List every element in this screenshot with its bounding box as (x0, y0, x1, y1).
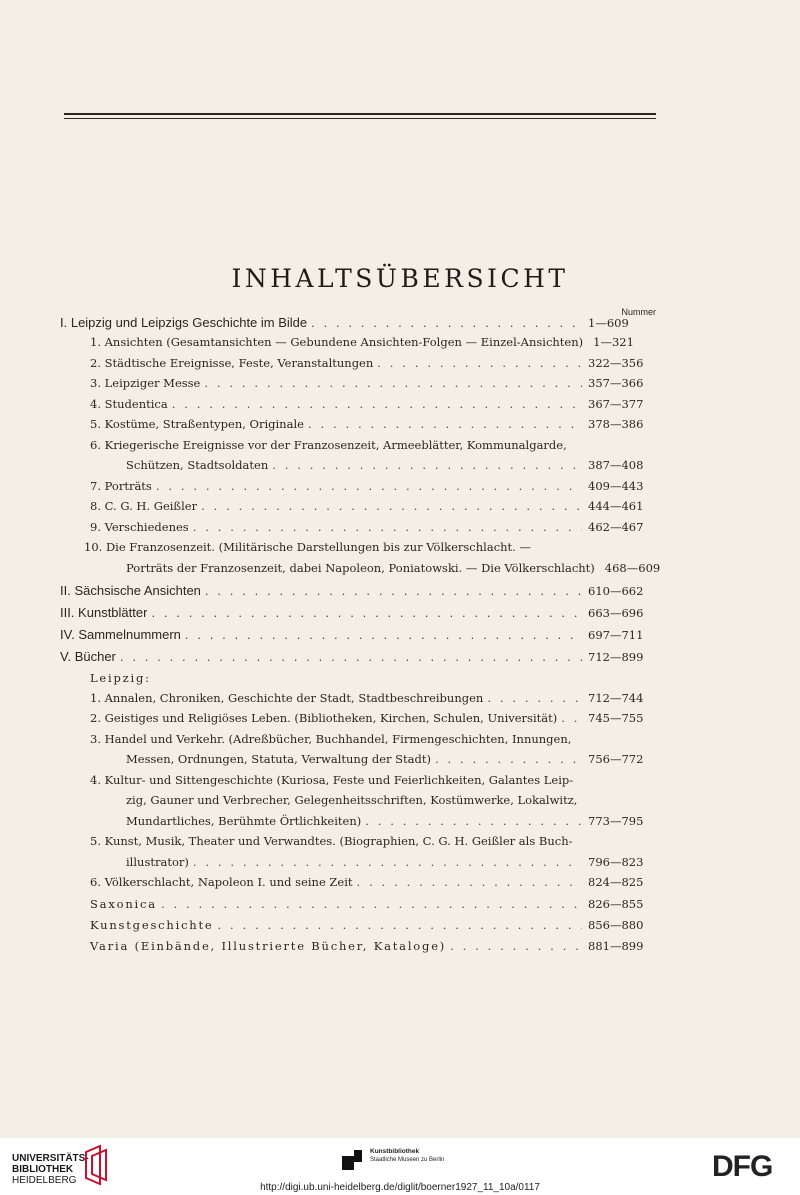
toc-entry (60, 479, 656, 493)
toc-entry (60, 897, 656, 911)
toc-entry-number: 796—823 (588, 855, 644, 869)
leader-dots (205, 583, 582, 598)
toc-entry (60, 397, 656, 411)
toc-entry-number: 357—366 (588, 376, 644, 390)
dfg-logo[interactable]: DFG (712, 1150, 773, 1183)
kb-line1: Kunstbibliothek (370, 1148, 420, 1155)
toc-entry-label: Schützen, Stadtsoldaten (126, 458, 269, 472)
toc-entry-number: 756—772 (588, 752, 644, 766)
ub-line3: HEIDELBERG (12, 1175, 77, 1186)
toc-entry-label: 1. Ansichten (Gesamtansichten — Gebundene Ansichten-Folgen — Einzel-Ansichten) (90, 335, 584, 349)
toc-entry-number: 881—899 (588, 939, 644, 953)
toc-entry-label: Leipzig: (90, 671, 151, 685)
toc-entry (60, 438, 656, 452)
leader-dots (218, 918, 582, 932)
toc-entry-label: Porträts der Franzosenzeit, dabei Napoleon, Poniatowski. — Die Völkerschlacht) (126, 561, 595, 575)
leader-dots (272, 458, 582, 472)
toc-entry (60, 855, 656, 869)
ub-heidelberg-logo-icon[interactable] (82, 1144, 110, 1186)
toc-entry-label: 2. Geistiges und Religiöses Leben. (Bibliotheken, Kirchen, Schulen, Universität) (90, 711, 558, 725)
leader-dots (120, 649, 582, 664)
leader-dots (308, 417, 582, 431)
toc-entry-number: 697—711 (588, 628, 644, 642)
toc-entry (60, 711, 656, 725)
leader-dots (450, 939, 582, 953)
toc-entry-number: 367—377 (588, 397, 644, 411)
toc-entry-number: 462—467 (588, 520, 644, 534)
toc-entry (60, 671, 656, 685)
leader-dots (151, 605, 582, 620)
toc-entry (60, 499, 656, 513)
toc-entry-label: 1. Annalen, Chroniken, Geschichte der Stadt, Stadtbeschreibungen (90, 691, 484, 705)
toc-entry-label: 4. Studentica (90, 397, 168, 411)
toc-entry-label: 6. Kriegerische Ereignisse vor der Franzosenzeit, Armeeblätter, Kommunalgarde, (90, 438, 567, 452)
toc-entry-label: Kunstgeschichte (90, 918, 214, 932)
toc-entry-label: II. Sächsische Ansichten (60, 583, 201, 598)
toc-entry (60, 583, 656, 598)
leader-dots (172, 397, 582, 411)
toc-entry-label: Messen, Ordnungen, Statuta, Verwaltung der Stadt) (126, 752, 431, 766)
toc-entry-number: 824—825 (588, 875, 644, 889)
leader-dots (357, 875, 582, 889)
toc-entry-label: V. Bücher (60, 649, 116, 664)
toc-entry-number: 712—899 (588, 650, 644, 664)
toc-entry-label: zig, Gauner und Verbrecher, Gelegenheitsschriften, Kostümwerke, Lokalwitz, (126, 793, 578, 807)
leader-dots (201, 499, 582, 513)
leader-dots (377, 356, 582, 370)
toc-entry (60, 561, 661, 575)
leader-dots (161, 897, 582, 911)
top-rule-thin (64, 118, 656, 119)
leader-dots (365, 814, 582, 828)
toc-entry (60, 649, 656, 664)
ub-line1: UNIVERSITÄTS- (12, 1153, 89, 1164)
toc-entry (60, 417, 656, 431)
footer-bar (0, 1138, 800, 1195)
toc-entry (60, 834, 656, 848)
toc-entry-number: 610—662 (588, 584, 644, 598)
toc-entry (60, 814, 656, 828)
toc-entry-label: 5. Kostüme, Straßentypen, Originale (90, 417, 304, 431)
toc-entry (60, 520, 656, 534)
toc-entry (60, 458, 656, 472)
toc-entry (60, 605, 656, 620)
toc-entry-label: Varia (Einbände, Illustrierte Bücher, Kataloge) (90, 939, 447, 953)
leader-dots (561, 711, 582, 725)
permalink-url[interactable]: http://digi.ub.uni-heidelberg.de/diglit/boerner1927_11_10a/0117 (260, 1182, 540, 1193)
toc-entry-number: 712—744 (588, 691, 644, 705)
toc-entry-label: Mundartliches, Berühmte Örtlichkeiten) (126, 814, 362, 828)
toc-entry (60, 918, 656, 932)
toc-entry-number: 322—356 (588, 356, 644, 370)
toc-entry-number: 745—755 (588, 711, 644, 725)
toc-entry-label: 8. C. G. H. Geißler (90, 499, 198, 513)
toc-entry (60, 627, 656, 642)
toc-entry-number: 856—880 (588, 918, 644, 932)
toc-entry-label: 5. Kunst, Musik, Theater und Verwandtes. (Biographien, C. G. H. Geißler als Buch- (90, 834, 573, 848)
toc-entry (60, 939, 656, 953)
leader-dots (193, 855, 582, 869)
kb-line2: Staatliche Museen zu Berlin (370, 1157, 445, 1163)
toc-entry (60, 376, 656, 390)
toc-entry-label: 10. Die Franzosenzeit. (Militärische Darstellungen bis zur Völkerschlacht. — (84, 540, 531, 554)
leader-dots (487, 691, 582, 705)
toc-entry-number: 444—461 (588, 499, 644, 513)
page-title: INHALTSÜBERSICHT (231, 264, 569, 293)
toc-entry-label: 7. Porträts (90, 479, 152, 493)
toc-entry-label: 2. Städtische Ereignisse, Feste, Veranstaltungen (90, 356, 374, 370)
toc-entry-label: I. Leipzig und Leipzigs Geschichte im Bilde (60, 315, 308, 330)
toc-entry-label: 9. Verschiedenes (90, 520, 189, 534)
leader-dots (156, 479, 582, 493)
toc-entry-label: 3. Leipziger Messe (90, 376, 201, 390)
top-rule (64, 113, 656, 115)
toc-entry (60, 752, 656, 766)
toc-entry-label: 3. Handel und Verkehr. (Adreßbücher, Buchhandel, Firmengeschichten, Innungen, (90, 732, 572, 746)
leader-dots (311, 315, 582, 330)
toc-entry (60, 793, 656, 807)
toc-entry (60, 875, 656, 889)
toc-entry-number: 378—386 (588, 417, 644, 431)
toc-entry (60, 356, 656, 370)
toc-entry (60, 335, 656, 349)
toc-entry (60, 691, 656, 705)
toc-entry (60, 540, 656, 554)
kunstbibliothek-logo-icon[interactable] (342, 1150, 362, 1170)
toc-entry-label: illustrator) (126, 855, 189, 869)
toc-entry-number: 387—408 (588, 458, 644, 472)
leader-dots (185, 627, 582, 642)
toc-entry (60, 732, 656, 746)
leader-dots (435, 752, 582, 766)
toc-entry (60, 773, 656, 787)
toc-entry-number: 468—609 (604, 561, 661, 575)
toc-entry (60, 315, 656, 330)
toc-entry-number: 773—795 (588, 814, 644, 828)
ub-line2: BIBLIOTHEK (12, 1164, 74, 1175)
leader-dots (193, 520, 582, 534)
toc-entry-label: 4. Kultur- und Sittengeschichte (Kuriosa, Feste und Feierlichkeiten, Galantes Leip- (90, 773, 574, 787)
kunstbibliothek-text (370, 1148, 444, 1164)
column-header: Nummer (621, 307, 656, 317)
toc-entry-label: 6. Völkerschlacht, Napoleon I. und seine Zeit (90, 875, 353, 889)
leader-dots (204, 376, 582, 390)
toc-entry-number: 1—609 (588, 316, 629, 330)
toc-entry-label: IV. Sammelnummern (60, 627, 181, 642)
toc-entry-label: Saxonica (90, 897, 157, 911)
toc-entry-label: III. Kunstblätter (60, 605, 148, 620)
toc-entry-number: 1—321 (593, 335, 634, 349)
toc-entry-number: 826—855 (588, 897, 644, 911)
toc-entry-number: 663—696 (588, 606, 644, 620)
toc-entry-number: 409—443 (588, 479, 644, 493)
